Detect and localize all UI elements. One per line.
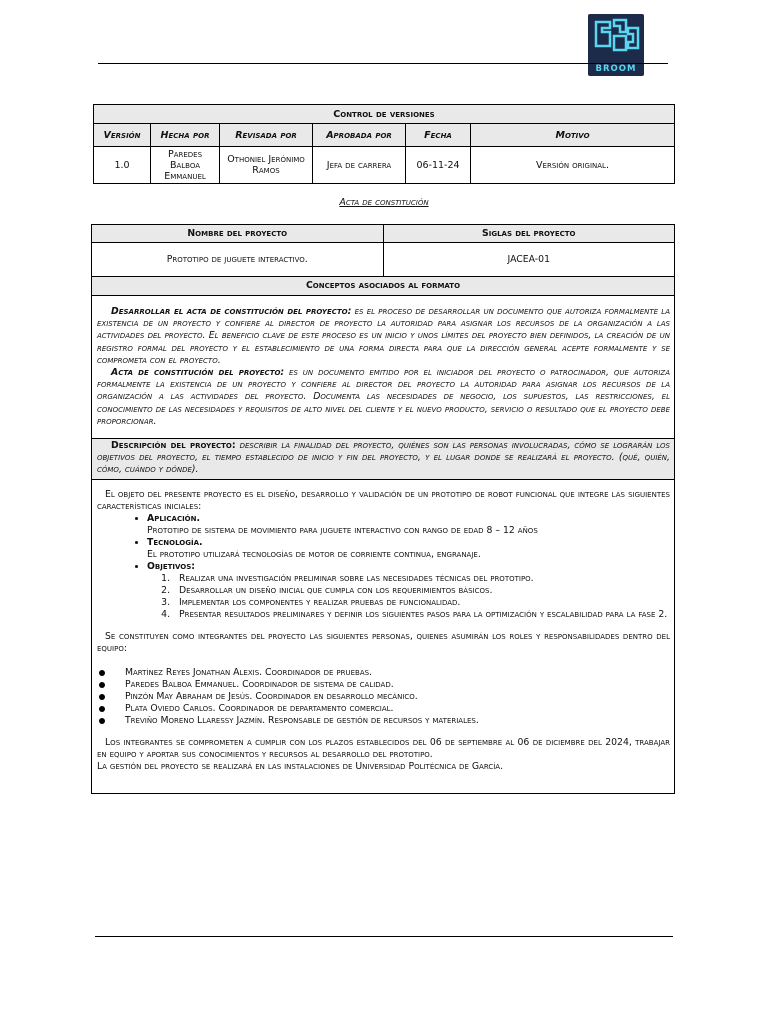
- project-name-header: Nombre del proyecto: [92, 225, 384, 243]
- list-item: Paredes Balboa Emmanuel. Coordinador de sistema de calidad.: [125, 679, 670, 691]
- list-item: Martínez Reyes Jonathan Alexis. Coordinador de pruebas.: [125, 667, 670, 679]
- col-approved-by: Aprobada por: [313, 124, 406, 147]
- closing-commitment: Los integrantes se comprometen a cumplir con los plazos establecidos del 06 de septiembre al 06 de diciembre del 2024, trabajar en equipo y aportar sus conocimientos y recursos al desarrollo del prototipo.: [97, 736, 670, 760]
- list-item: 2. Desarrollar un diseño inicial que cumpla con los requerimientos básicos.: [173, 585, 670, 597]
- concept-definition: es un documento emitido por el iniciador del proyecto o patrocinador, que autoriza formalmente la existencia de un proyecto y confiere al director del proyecto la autoridad para asignar los recursos de la organización a las actividades del proyecto. Documenta las necesidades de negocio, los supuestos, las restricciones, el conocimiento de las necesidades y requisitos de alto nivel del cliente y el nuevo producto, servicio o resultado que el proyecto debe proporcionar.: [97, 367, 671, 427]
- version-table-title: Control de versiones: [94, 105, 675, 124]
- feature-list: [97, 513, 670, 621]
- header-rule: [98, 63, 668, 64]
- charter-form: [91, 224, 675, 794]
- concepts-section: [92, 296, 674, 439]
- logo-mark-icon: [588, 14, 644, 64]
- project-acronym-header: Siglas del proyecto: [384, 225, 675, 243]
- project-name-value: Prototipo de juguete interactivo.: [92, 243, 384, 277]
- col-made-by: Hecha por: [151, 124, 220, 147]
- col-date: Fecha: [406, 124, 471, 147]
- footer-rule: [95, 936, 673, 937]
- concept-definition: es el proceso de desarrollar un documento que autoriza formalmente la existencia de un proyecto y confiere al director de proyecto la autoridad para asignar los recursos de la organización a las actividades del proyecto. El beneficio clave de este proceso es un inicio y unos límites del proyecto bien definidos, la creación de un registro formal del proyecto y el establecimiento de una forma directa para que la dirección general acepte formalmente y se comprometa con el proyecto.: [97, 306, 670, 366]
- table-row: [94, 147, 675, 184]
- cell-approved-by: Jefa de carrera: [313, 147, 406, 184]
- project-acronym-value: JACEA-01: [384, 243, 675, 277]
- col-reviewed-by: Revisada por: [220, 124, 313, 147]
- description-text: describir la finalidad del proyecto, quiénes son las personas involucradas, cómo se lograrán los objetivos del proyecto, el tiempo establecido de inicio y fin del proyecto, y el lugar donde se realizará el proyecto. (qué, quién, cómo, cuándo y dónde).: [97, 440, 670, 476]
- list-item: Plata Oviedo Carlos. Coordinador de departamento comercial.: [125, 703, 670, 715]
- list-item: Treviño Moreno Llaressy Jazmín. Responsable de gestión de recursos y materiales.: [125, 715, 670, 727]
- concept-paragraph: [97, 367, 670, 428]
- cell-version: 1.0: [94, 147, 151, 184]
- document-title: Acta de constitución: [339, 197, 429, 208]
- description-section: [92, 439, 674, 480]
- project-body: [92, 480, 674, 773]
- col-reason: Motivo: [471, 124, 675, 147]
- concept-term: Acta de constitución del proyecto:: [111, 367, 285, 379]
- intro-paragraph: El objeto del presente proyecto es el diseño, desarrollo y validación de un prototipo de robot funcional que integre las siguientes características iniciales:: [97, 488, 670, 512]
- cell-reviewed-by: Othoniel Jerónimo Ramos: [220, 147, 313, 184]
- logo-text: BROOM: [595, 64, 637, 74]
- concept-paragraph: [97, 306, 670, 367]
- cell-reason: Versión original.: [471, 147, 675, 184]
- list-item: Pinzón May Abraham de Jesús. Coordinador en desarrollo mecánico.: [125, 691, 670, 703]
- list-item: [147, 537, 670, 561]
- technology-text: El prototipo utilizará tecnologías de motor de corriente continua, engranaje.: [147, 548, 481, 560]
- cell-made-by: Paredes Balboa Emmanuel: [151, 147, 220, 184]
- objectives-list: [147, 573, 670, 621]
- application-label: Aplicación.: [147, 512, 201, 524]
- company-logo: [588, 14, 644, 76]
- team-intro: Se constituyen como integrantes del proyecto las siguientes personas, quienes asumirán los roles y responsabilidades dentro del equipo:: [97, 630, 670, 654]
- description-label: Descripción del proyecto:: [111, 440, 236, 452]
- list-item: 3. Implementar los componentes y realizar pruebas de funcionalidad.: [173, 597, 670, 609]
- list-item: 1. Realizar una investigación preliminar sobre las necesidades técnicas del prototipo.: [173, 573, 670, 585]
- team-members-list: [97, 667, 670, 727]
- list-item: [147, 561, 670, 621]
- concepts-header: Conceptos asociados al formato: [92, 277, 674, 296]
- version-control-table: [93, 104, 675, 184]
- objectives-label: Objetivos:: [147, 560, 196, 572]
- list-item: 4. Presentar resultados preliminares y definir los siguientes pasos para la optimización y escalabilidad para la fase 2.: [173, 609, 670, 621]
- closing-location: La gestión del proyecto se realizará en las instalaciones de Universidad Politécnica de García.: [97, 760, 504, 772]
- technology-label: Tecnología.: [147, 536, 203, 548]
- cell-date: 06-11-24: [406, 147, 471, 184]
- concept-term: Desarrollar el acta de constitución del proyecto:: [111, 306, 352, 317]
- col-version: Versión: [94, 124, 151, 147]
- application-text: Prototipo de sistema de movimiento para juguete interactivo con rango de edad 8 – 12 años: [147, 524, 538, 536]
- list-item: [147, 513, 670, 537]
